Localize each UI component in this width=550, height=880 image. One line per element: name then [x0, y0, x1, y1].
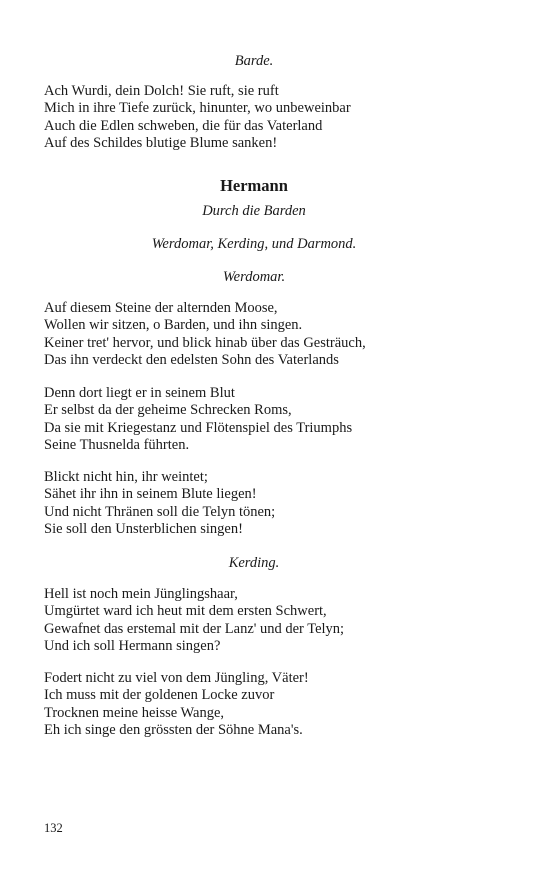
page-number: 132	[44, 821, 63, 835]
verse-line: Auch die Edlen schweben, die für das Vaterland	[44, 117, 323, 134]
verse-line: Und nicht Thränen soll die Telyn tönen;	[44, 503, 276, 520]
verse-line: Das ihn verdeckt den edelsten Sohn des Vaterlands	[44, 352, 339, 369]
verse-line: Hell ist noch mein Jünglingshaar,	[44, 586, 238, 602]
section-subtitle: Durch die Barden	[202, 203, 306, 219]
speaker-heading-kerding: Kerding.	[228, 555, 280, 571]
book-page	[44, 0, 464, 880]
verse-line: Keiner tret' hervor, und blick hinab über das Gesträuch,	[44, 334, 366, 351]
verse-line: Gewafnet das erstemal mit der Lanz' und der Telyn;	[44, 620, 345, 637]
verse-line: Auf diesem Steine der alternden Moose,	[44, 300, 278, 316]
verse-line: Denn dort liegt er in seinem Blut	[44, 385, 235, 401]
verse-line: Sähet ihr ihn in seinem Blute liegen!	[44, 486, 257, 503]
stanza-werdomar-2	[44, 385, 474, 455]
verse-line: Und ich soll Hermann singen?	[44, 638, 221, 655]
verse-line: Ich muss mit der goldenen Locke zuvor	[44, 687, 275, 704]
dramatis-personae: Werdomar, Kerding, und Darmond.	[151, 236, 357, 252]
verse-line: Wollen wir sitzen, o Barden, und ihn singen.	[44, 317, 303, 334]
verse-line: Mich in ihre Tiefe zurück, hinunter, wo unbeweinbar	[44, 100, 351, 117]
verse-line: Trocknen meine heisse Wange,	[44, 704, 225, 721]
speaker-heading-barde: Barde.	[234, 53, 274, 69]
verse-line: Ach Wurdi, dein Dolch! Sie ruft, sie ruft	[44, 83, 279, 99]
stanza-kerding-2	[44, 670, 474, 740]
stanza-barde	[44, 83, 474, 153]
verse-line: Seine Thusnelda führten.	[44, 437, 190, 454]
speaker-heading-werdomar: Werdomar.	[222, 269, 286, 285]
stanza-kerding-1	[44, 586, 474, 656]
stanza-werdomar-3	[44, 469, 474, 539]
verse-line: Fodert nicht zu viel von dem Jüngling, Väter!	[44, 670, 309, 686]
verse-line: Eh ich singe den grössten der Söhne Mana's.	[44, 722, 303, 739]
verse-line: Da sie mit Kriegestanz und Flötenspiel des Triumphs	[44, 419, 353, 436]
verse-line: Er selbst da der geheime Schrecken Roms,	[44, 402, 292, 419]
verse-line: Umgürtet ward ich heut mit dem ersten Schwert,	[44, 603, 327, 620]
verse-line: Blickt nicht hin, ihr weintet;	[44, 469, 208, 485]
section-title: Hermann	[220, 176, 288, 195]
stanza-werdomar-1	[44, 300, 474, 370]
verse-line: Sie soll den Unsterblichen singen!	[44, 521, 243, 538]
verse-line: Auf des Schildes blutige Blume sanken!	[44, 135, 278, 152]
